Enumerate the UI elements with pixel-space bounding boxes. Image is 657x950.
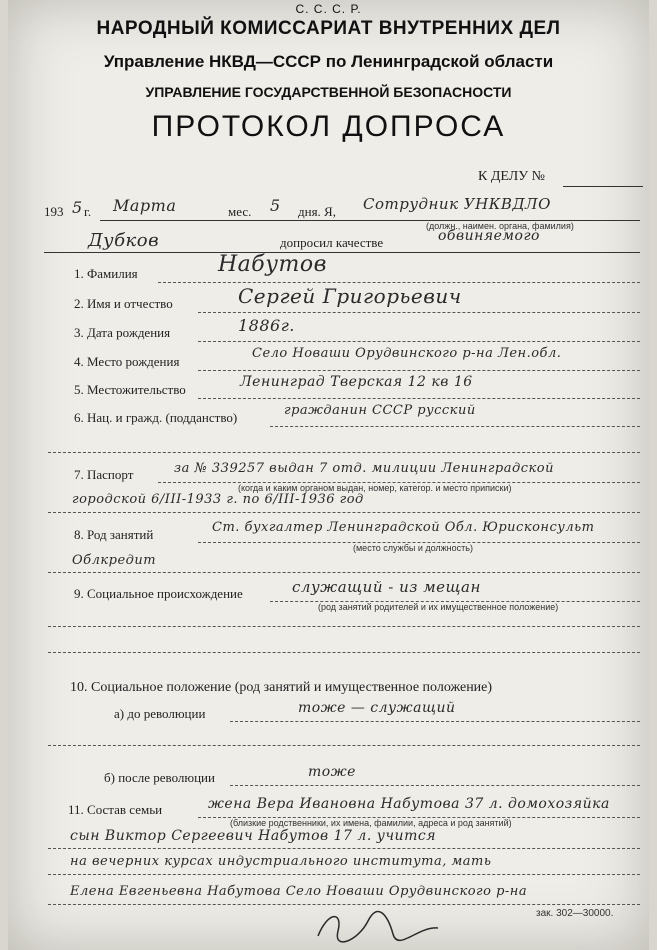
name-label: 2. Имя и отчество: [74, 296, 173, 311]
nationality-line: [270, 426, 640, 427]
after-revolution-line: [230, 785, 640, 786]
nationality-label: 6. Нац. и гражд. (подданство): [74, 410, 238, 425]
birthplace-handwritten: Село Новаши Орудвинского р-на Лен.обл.: [252, 346, 562, 361]
occupation-caption: (место службы и должность): [353, 543, 473, 553]
family-handwritten-4: Елена Евгеньевна Набутова Село Новаши Орудвинского р-на: [70, 884, 528, 899]
year-suffix: г.: [84, 204, 92, 219]
before-revolution-line: [230, 721, 640, 722]
passport-label: 7. Паспорт: [74, 467, 134, 482]
nationality-handwritten: гражданин СССР русский: [284, 403, 476, 418]
before-revolution-handwritten: тоже — служащий: [298, 700, 456, 716]
family-handwritten-2: сын Виктор Сергеевич Набутов 17 л. учится: [70, 828, 436, 844]
family-line-3: [48, 874, 640, 875]
name-line: [198, 312, 640, 313]
before-revolution-line-2: [48, 745, 640, 746]
passport-caption: (когда и каким органом выдан, номер, категор. и место приписки): [238, 483, 512, 493]
officer-name-handwritten: Дубков: [88, 230, 160, 251]
month-label: мес.: [228, 204, 252, 219]
birthdate-label: 3. Дата рождения: [74, 325, 171, 340]
family-caption: (близкие родственники, их имена, фамилии, адреса и род занятий): [230, 818, 512, 828]
before-revolution-label: а) до революции: [114, 706, 206, 721]
occupation-handwritten-2: Облкредит: [72, 553, 157, 568]
origin-caption: (род занятий родителей и их имущественное положение): [318, 602, 559, 612]
residence-handwritten: Ленинград Тверская 12 кв 16: [240, 374, 473, 390]
capacity-handwritten: обвиняемого: [438, 228, 540, 244]
officer-caption: (должн., наимен. органа, фамилия): [426, 221, 574, 231]
birthplace-line: [198, 370, 640, 371]
name-handwritten: Сергей Григорьевич: [238, 284, 462, 308]
security-header: УПРАВЛЕНИЕ ГОСУДАРСТВЕННОЙ БЕЗОПАСНОСТИ: [145, 84, 512, 100]
document-title: ПРОТОКОЛ ДОПРОСА: [151, 110, 506, 143]
interrogated-label: допросил качестве: [280, 235, 384, 250]
day-handwritten: 5: [270, 196, 281, 215]
family-label: 11. Состав семьи: [68, 802, 163, 817]
signature: [308, 906, 448, 946]
birthdate-line: [198, 341, 640, 342]
occupation-line-2: [48, 572, 640, 573]
after-revolution-label: б) после революции: [104, 770, 215, 785]
surname-line: [158, 282, 640, 283]
birthdate-handwritten: 1886г.: [238, 316, 295, 335]
origin-handwritten: служащий - из мещан: [292, 578, 481, 596]
year-handwritten: 5: [72, 198, 83, 217]
social-position-label: 10. Социальное положение (род занятий и имущественное положение): [70, 680, 493, 695]
family-handwritten-1: жена Вера Ивановна Набутова 37 л. домохозяйка: [208, 796, 610, 812]
print-code: зак. 302—30000.: [536, 908, 614, 919]
occupation-label: 8. Род занятий: [74, 527, 154, 542]
ussr-header: С. С. С. Р.: [295, 2, 362, 16]
month-handwritten: Марта: [113, 196, 177, 215]
surname-label: 1. Фамилия: [74, 266, 138, 281]
intro-line-2: [44, 252, 640, 253]
passport-line-2: [48, 512, 640, 513]
case-number-label: К ДЕЛУ №: [478, 169, 546, 184]
commissariat-header: НАРОДНЫЙ КОМИССАРИАТ ВНУТРЕННИХ ДЕЛ: [96, 18, 561, 39]
origin-label: 9. Социальное происхождение: [74, 586, 243, 601]
day-label: дня. Я,: [298, 204, 336, 219]
case-number-line: [563, 186, 643, 187]
after-revolution-handwritten: тоже: [308, 764, 356, 780]
family-line-2: [48, 848, 640, 849]
nationality-line-2: [48, 452, 640, 453]
residence-label: 5. Местожительство: [74, 382, 186, 397]
passport-handwritten-1: за № 339257 выдан 7 отд. милиции Ленинградской: [174, 461, 554, 476]
officer-handwritten: Сотрудник УНКВДЛО: [363, 195, 551, 213]
origin-line-3: [48, 652, 640, 653]
directorate-header: Управление НКВД—СССР по Ленинградской области: [103, 52, 554, 71]
origin-line-2: [48, 626, 640, 627]
family-line-4: [48, 904, 640, 905]
year-prefix: 193: [44, 204, 64, 219]
birthplace-label: 4. Место рождения: [74, 354, 180, 369]
family-handwritten-3: на вечерних курсах индустриального института, мать: [70, 854, 492, 869]
protocol-page: [8, 0, 649, 950]
residence-line: [198, 398, 640, 399]
surname-handwritten: Набутов: [218, 252, 327, 277]
passport-handwritten-2: городской 6/III-1933 г. по 6/III-1936 год: [72, 492, 364, 507]
occupation-handwritten-1: Ст. бухгалтер Ленинградской Обл. Юрисконсульт: [212, 520, 595, 535]
